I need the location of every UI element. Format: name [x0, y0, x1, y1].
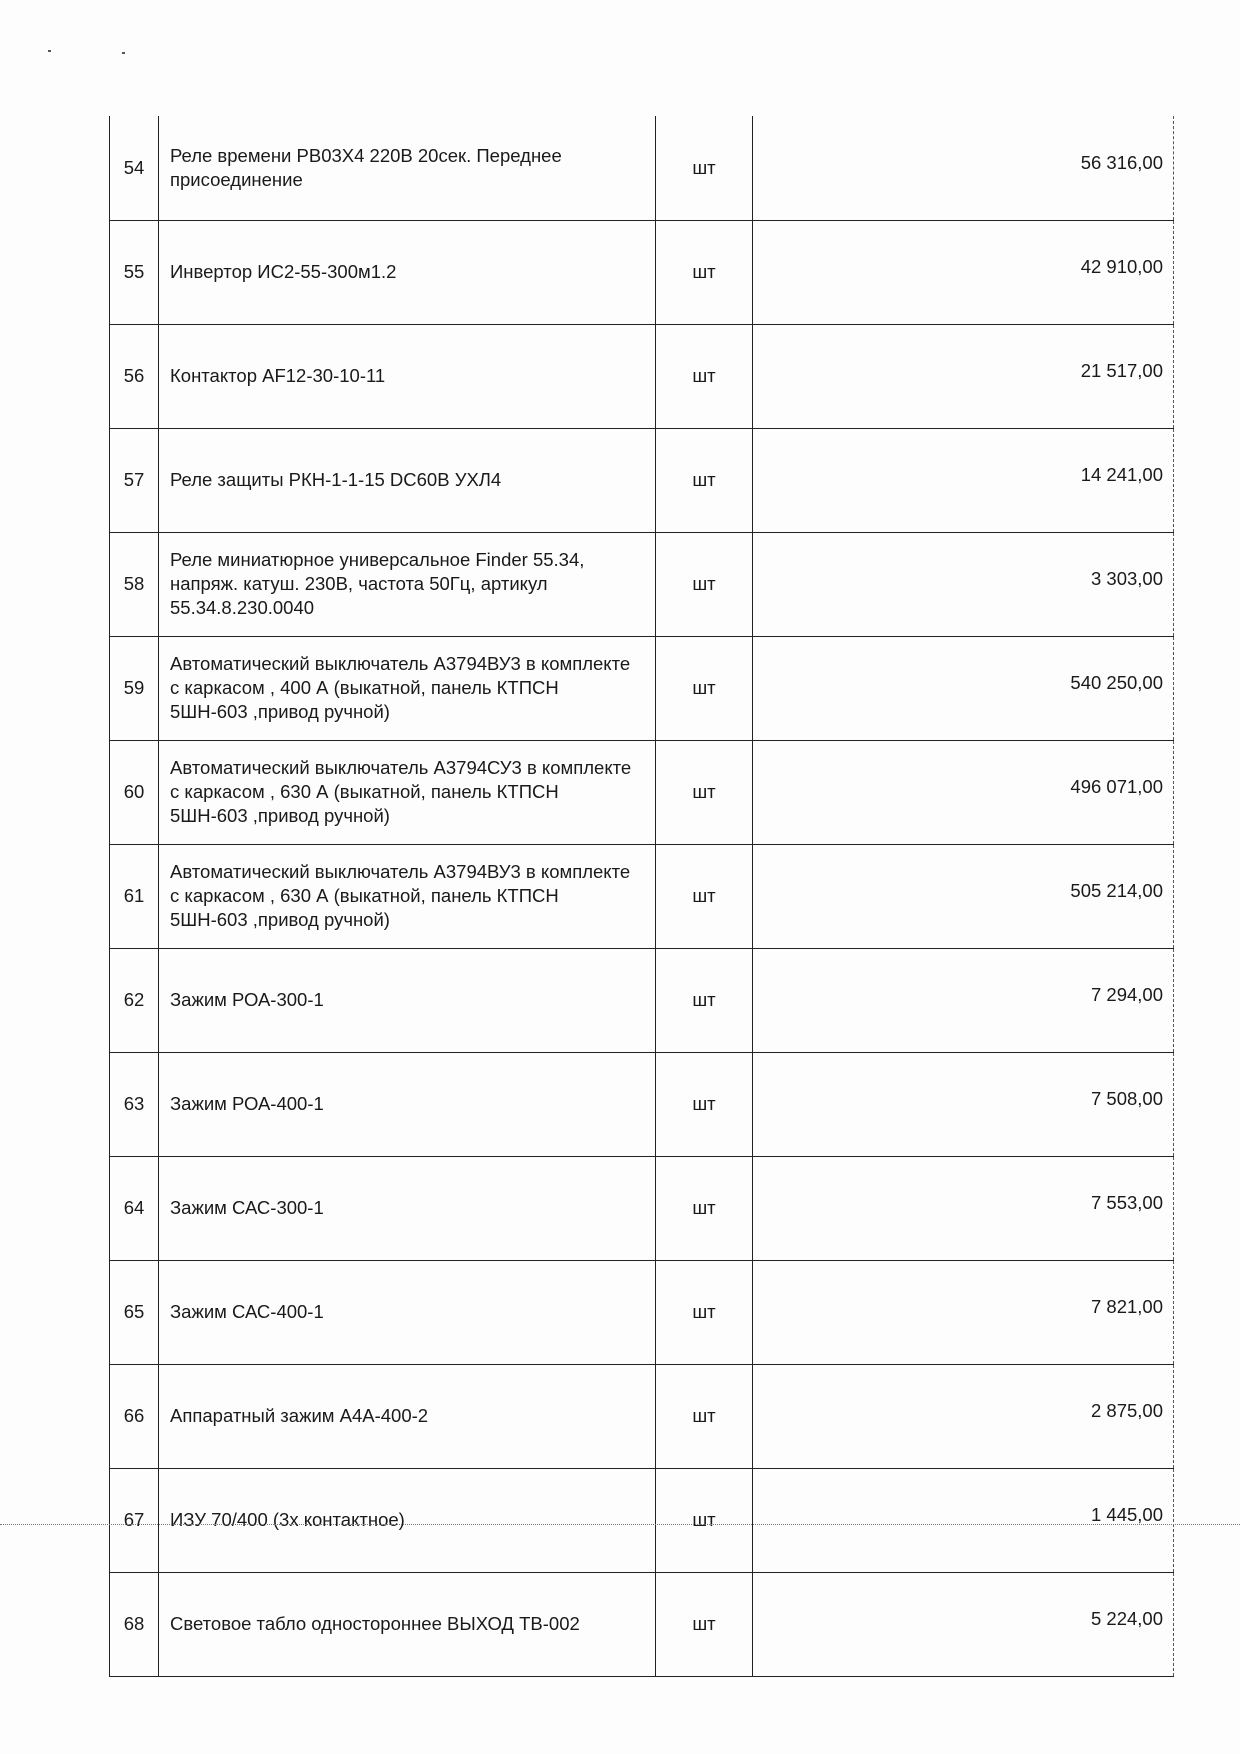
item-name: ИЗУ 70/400 (3х контактное)	[159, 1468, 656, 1572]
row-number: 55	[110, 220, 159, 324]
table-row	[110, 1156, 1174, 1260]
item-name: Аппаратный зажим А4А-400-2	[159, 1364, 656, 1468]
table-row	[110, 1052, 1174, 1156]
item-unit: шт	[656, 948, 753, 1052]
item-price: 14 241,00	[1080, 464, 1163, 485]
item-price: 540 250,00	[1070, 672, 1163, 693]
table-row	[110, 220, 1174, 324]
item-price: 56 316,00	[1080, 151, 1163, 173]
row-number: 61	[110, 844, 159, 948]
item-price: 7 508,00	[1090, 1088, 1163, 1109]
scan-speck	[122, 52, 125, 54]
item-price: 5 224,00	[1090, 1608, 1163, 1629]
item-name: Контактор AF12-30-10-11	[159, 324, 656, 428]
item-name: Инвертор ИС2-55-300м1.2	[159, 220, 656, 324]
table-row	[110, 844, 1174, 948]
item-unit: шт	[656, 636, 753, 740]
table-row	[110, 948, 1174, 1052]
scan-fold-line	[0, 1524, 1240, 1525]
item-price-cell	[753, 636, 1174, 740]
item-price: 7 553,00	[1090, 1192, 1163, 1213]
item-price-cell	[753, 116, 1174, 220]
item-name: Зажим РОА-300-1	[159, 948, 656, 1052]
item-name: Автоматический выключатель А3794ВУ3 в комплекте с каркасом , 630 А (выкатной, панель КТПСН 5ШН-603 ,привод ручной)	[159, 844, 656, 948]
item-unit: шт	[656, 1364, 753, 1468]
row-number: 56	[110, 324, 159, 428]
item-unit: шт	[656, 740, 753, 844]
item-name: Автоматический выключатель А3794ВУ3 в комплекте с каркасом , 400 А (выкатной, панель КТПСН 5ШН-603 ,привод ручной)	[159, 636, 656, 740]
table-row	[110, 532, 1174, 636]
item-price-cell	[753, 844, 1174, 948]
table-row	[110, 636, 1174, 740]
table-row	[110, 1364, 1174, 1468]
item-unit: шт	[656, 1052, 753, 1156]
item-unit: шт	[656, 844, 753, 948]
item-price: 496 071,00	[1070, 776, 1163, 797]
row-number: 67	[110, 1468, 159, 1572]
table-row	[110, 1260, 1174, 1364]
item-unit: шт	[656, 1156, 753, 1260]
item-price: 21 517,00	[1080, 360, 1163, 381]
item-unit: шт	[656, 1468, 753, 1572]
row-number: 64	[110, 1156, 159, 1260]
table-row	[110, 428, 1174, 532]
row-number: 68	[110, 1572, 159, 1676]
item-price-cell	[753, 220, 1174, 324]
item-name: Зажим САС-400-1	[159, 1260, 656, 1364]
item-price-cell	[753, 948, 1174, 1052]
item-price: 505 214,00	[1070, 880, 1163, 901]
item-unit: шт	[656, 532, 753, 636]
row-number: 60	[110, 740, 159, 844]
row-number: 62	[110, 948, 159, 1052]
item-price: 42 910,00	[1080, 256, 1163, 277]
table-row	[110, 1468, 1174, 1572]
table-row	[110, 116, 1174, 220]
item-unit: шт	[656, 324, 753, 428]
item-price-cell	[753, 1364, 1174, 1468]
row-number: 59	[110, 636, 159, 740]
items-table-body	[110, 116, 1174, 1676]
item-unit: шт	[656, 428, 753, 532]
item-name: Автоматический выключатель А3794СУ3 в комплекте с каркасом , 630 А (выкатной, панель КТПСН 5ШН-603 ,привод ручной)	[159, 740, 656, 844]
item-name: Реле времени РВ03Х4 220В 20сек. Переднее присоединение	[159, 116, 656, 220]
item-name: Реле защиты РКН-1-1-15 DC60В УХЛ4	[159, 428, 656, 532]
item-price: 1 445,00	[1090, 1504, 1163, 1525]
item-price-cell	[753, 1468, 1174, 1572]
table-row	[110, 1572, 1174, 1676]
item-price-cell	[753, 324, 1174, 428]
table-row	[110, 324, 1174, 428]
row-number: 54	[110, 116, 159, 220]
item-price-cell	[753, 1260, 1174, 1364]
item-name: Зажим САС-300-1	[159, 1156, 656, 1260]
row-number: 63	[110, 1052, 159, 1156]
row-number: 65	[110, 1260, 159, 1364]
item-price-cell	[753, 1572, 1174, 1676]
item-price-cell	[753, 740, 1174, 844]
row-number: 58	[110, 532, 159, 636]
row-number: 66	[110, 1364, 159, 1468]
row-number: 57	[110, 428, 159, 532]
scan-speck	[48, 50, 51, 52]
item-price-cell	[753, 428, 1174, 532]
item-price-cell	[753, 532, 1174, 636]
item-unit: шт	[656, 1260, 753, 1364]
item-price: 7 821,00	[1090, 1296, 1163, 1317]
item-unit: шт	[656, 220, 753, 324]
item-name: Зажим РОА-400-1	[159, 1052, 656, 1156]
item-price-cell	[753, 1156, 1174, 1260]
item-price: 7 294,00	[1090, 984, 1163, 1005]
item-unit: шт	[656, 116, 753, 220]
item-name: Световое табло одностороннее ВЫХОД ТВ-002	[159, 1572, 656, 1676]
item-unit: шт	[656, 1572, 753, 1676]
item-price-cell	[753, 1052, 1174, 1156]
item-name: Реле миниатюрное универсальное Finder 55.34, напряж. катуш. 230В, частота 50Гц, артикул 55.34.8.230.0040	[159, 532, 656, 636]
item-price: 2 875,00	[1090, 1400, 1163, 1421]
item-price: 3 303,00	[1090, 568, 1163, 589]
items-table	[109, 116, 1174, 1677]
table-row	[110, 740, 1174, 844]
